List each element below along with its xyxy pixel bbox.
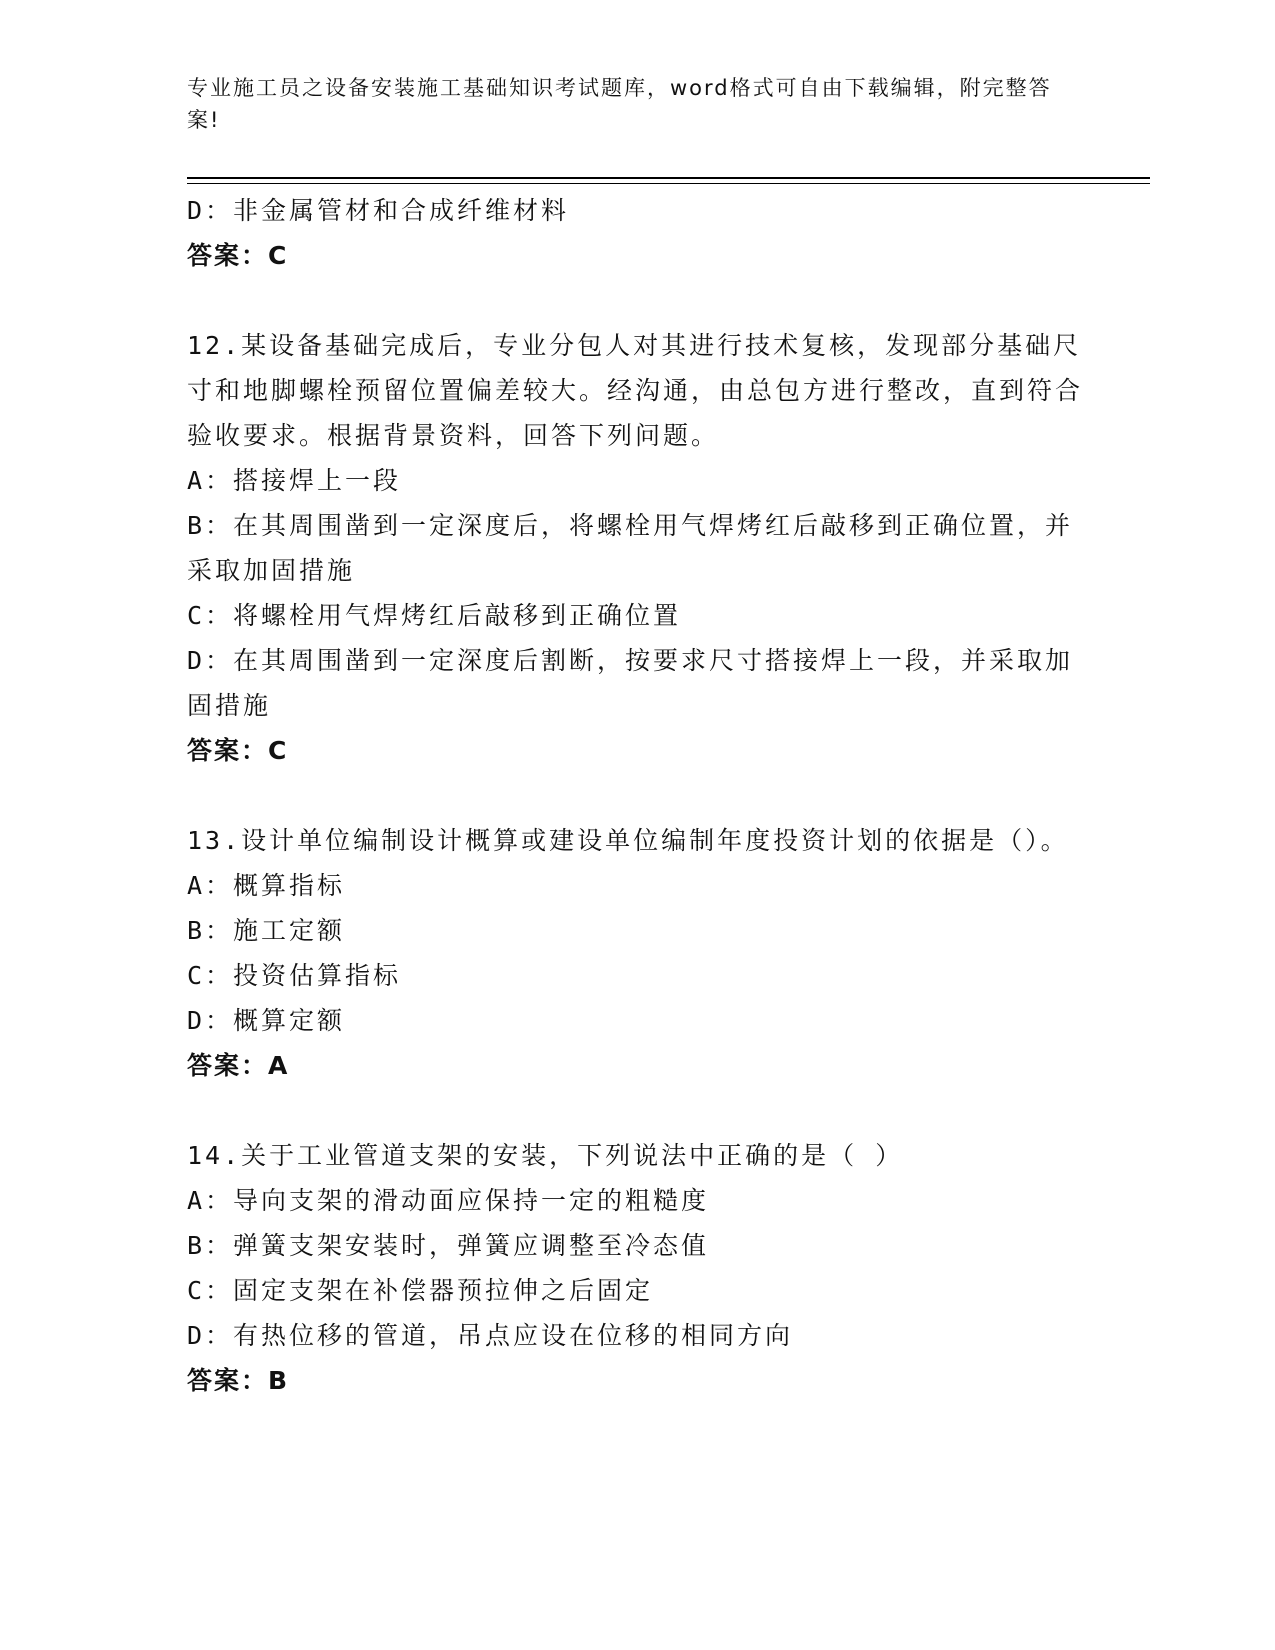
- prev-question-block: [187, 188, 1087, 278]
- option-a: A：搭接焊上一段: [187, 466, 402, 495]
- answer-line: 答案：C: [187, 736, 289, 765]
- option-d: D：在其周围凿到一定深度后割断，按要求尺寸搭接焊上一段，并采取加固措施: [187, 646, 1074, 720]
- option-d: D：非金属管材和合成纤维材料: [187, 196, 570, 225]
- option-d: D：有热位移的管道，吊点应设在位移的相同方向: [187, 1321, 794, 1350]
- option-a: A：概算指标: [187, 871, 346, 900]
- question-text: 12.某设备基础完成后，专业分包人对其进行技术复核，发现部分基础尺寸和地脚螺栓预留位置偏差较大。经沟通，由总包方进行整改，直到符合验收要求。根据背景资料，回答下列问题。: [187, 331, 1084, 450]
- answer-line: 答案：B: [187, 1366, 290, 1395]
- option-c: C：固定支架在补偿器预拉伸之后固定: [187, 1276, 654, 1305]
- question-12: [187, 323, 1087, 773]
- spacer: [187, 278, 1087, 323]
- option-b: B：在其周围凿到一定深度后，将螺栓用气焊烤红后敲移到正确位置，并采取加固措施: [187, 511, 1074, 585]
- header-text: 专业施工员之设备安装施工基础知识考试题库，word格式可自由下载编辑，附完整答案!: [187, 76, 1052, 132]
- question-text: 14.关于工业管道支架的安装，下列说法中正确的是（ ）: [187, 1141, 904, 1170]
- question-list: [187, 188, 1087, 1403]
- option-a: A：导向支架的滑动面应保持一定的粗糙度: [187, 1186, 710, 1215]
- answer-line: 答案：C: [187, 241, 289, 270]
- option-c: C：投资估算指标: [187, 961, 402, 990]
- header-rule-thick: [187, 177, 1150, 179]
- header-rule-thin: [187, 183, 1150, 184]
- option-d: D：概算定额: [187, 1006, 346, 1035]
- spacer: [187, 773, 1087, 818]
- option-c: C：将螺栓用气焊烤红后敲移到正确位置: [187, 601, 682, 630]
- question-14: [187, 1133, 1087, 1403]
- question-text: 13.设计单位编制设计概算或建设单位编制年度投资计划的依据是（）。: [187, 826, 1069, 855]
- answer-line: 答案：A: [187, 1051, 290, 1080]
- spacer: [187, 1088, 1087, 1133]
- option-b: B：弹簧支架安装时，弹簧应调整至冷态值: [187, 1231, 710, 1260]
- question-13: [187, 818, 1087, 1088]
- option-b: B：施工定额: [187, 916, 346, 945]
- document-header: [187, 72, 1067, 136]
